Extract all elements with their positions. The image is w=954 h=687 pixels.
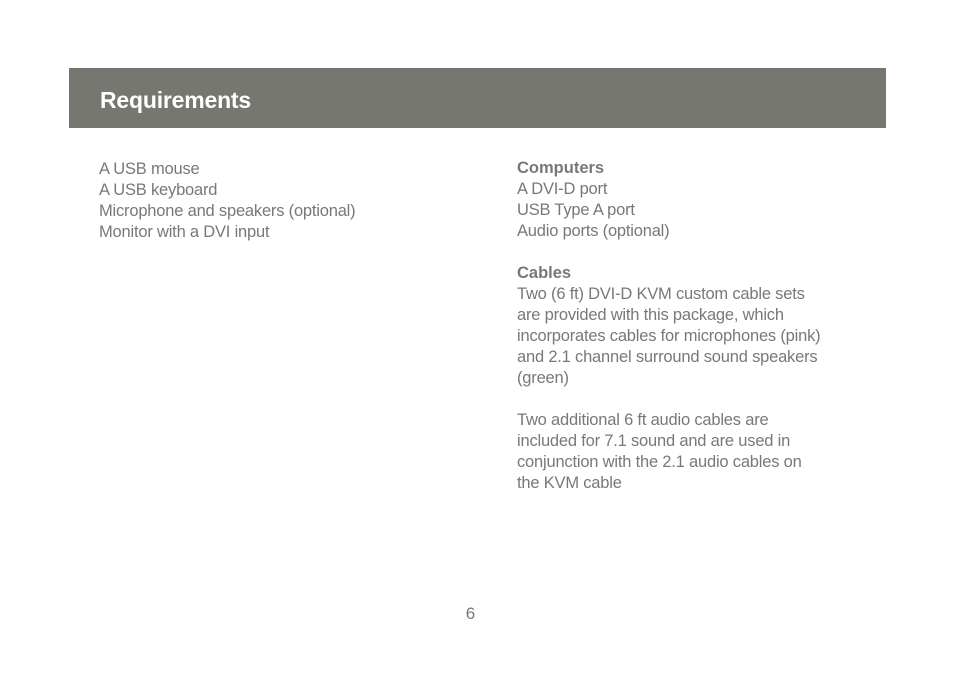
- requirements-list: [99, 159, 479, 243]
- section-header-bar: [69, 68, 886, 128]
- paragraph-line: (green): [517, 369, 569, 387]
- paragraph-line: are provided with this package, which: [517, 306, 784, 324]
- computers-item: Audio ports (optional): [517, 222, 670, 240]
- page-number: 6: [465, 604, 476, 623]
- cables-paragraph-2: [517, 410, 857, 494]
- section-spacer: [517, 242, 857, 263]
- page-title: Requirements: [100, 87, 251, 113]
- requirement-item: A USB mouse: [99, 160, 200, 178]
- paragraph-line: and 2.1 channel surround sound speakers: [517, 348, 818, 366]
- cables-paragraph-1: [517, 284, 857, 389]
- paragraph-line: Two (6 ft) DVI-D KVM custom cable sets: [517, 285, 805, 303]
- paragraph-line: conjunction with the 2.1 audio cables on: [517, 453, 802, 471]
- computers-item: USB Type A port: [517, 201, 635, 219]
- requirement-item: Microphone and speakers (optional): [99, 202, 356, 220]
- paragraph-line: incorporates cables for microphones (pink): [517, 327, 821, 345]
- computers-item: A DVI-D port: [517, 180, 608, 198]
- paragraph-line: included for 7.1 sound and are used in: [517, 432, 791, 450]
- requirements-details: [517, 158, 857, 494]
- computers-section: [517, 158, 857, 242]
- cables-section: [517, 263, 857, 494]
- paragraph-line: the KVM cable: [517, 474, 622, 492]
- paragraph-spacer: [517, 389, 857, 410]
- requirement-item: A USB keyboard: [99, 181, 218, 199]
- requirement-item: Monitor with a DVI input: [99, 223, 270, 241]
- computers-heading: Computers: [517, 159, 605, 177]
- paragraph-line: Two additional 6 ft audio cables are: [517, 411, 769, 429]
- cables-heading: Cables: [517, 264, 572, 282]
